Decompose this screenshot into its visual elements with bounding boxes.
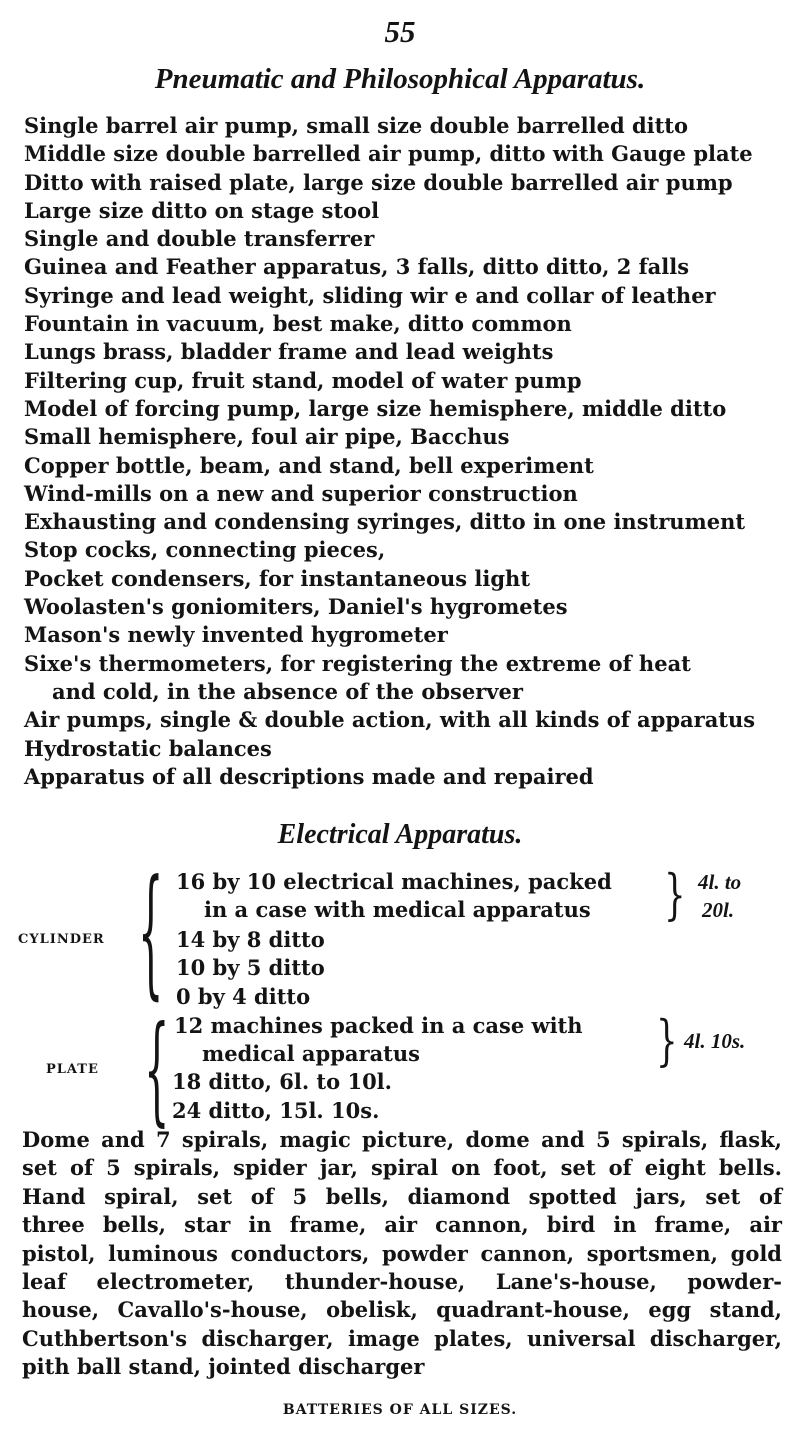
paragraph-line: leaf electrometer, thunder-house, Lane's-house, powder- bbox=[22, 1269, 782, 1295]
list-line: Mason's newly invented hygrometer bbox=[24, 622, 448, 648]
list-line: Middle size double barrelled air pump, ditto with Gauge plate bbox=[24, 141, 753, 167]
plate-line: 18 ditto, 6l. to 10l. bbox=[172, 1069, 392, 1094]
list-line: Exhausting and condensing syringes, ditto in one instrument bbox=[24, 509, 746, 535]
pneumatic-apparatus-list bbox=[0, 112, 800, 791]
paragraph-line: Cuthbertson's discharger, image plates, universal discharger, bbox=[22, 1325, 782, 1351]
paragraph-line: pith ball stand, jointed discharger bbox=[22, 1354, 425, 1380]
plate-line: medical apparatus bbox=[202, 1041, 420, 1066]
cylinder-brace: { bbox=[138, 853, 164, 1015]
paragraph-line: house, Cavallo's-house, obelisk, quadrant-house, egg stand, bbox=[22, 1297, 782, 1323]
cylinder-price-from: 4l. to bbox=[698, 870, 742, 894]
list-line: Stop cocks, connecting pieces, bbox=[24, 537, 386, 563]
list-line: Single and double transferrer bbox=[24, 226, 375, 252]
cylinder-line: in a case with medical apparatus bbox=[204, 897, 591, 922]
list-line: Apparatus of all descriptions made and repaired bbox=[24, 763, 594, 789]
list-line: Model of forcing pump, large size hemisphere, middle ditto bbox=[24, 395, 727, 421]
cylinder-line: 16 by 10 electrical machines, packed bbox=[176, 869, 612, 894]
paragraph-line: three bells, star in frame, air cannon, bird in frame, air bbox=[22, 1212, 782, 1238]
plate-label: PLATE bbox=[46, 1062, 99, 1077]
list-line: Air pumps, single & double action, with all kinds of apparatus bbox=[24, 707, 756, 733]
list-line: Fountain in vacuum, best make, ditto common bbox=[24, 311, 572, 337]
list-line: Wind-mills on a new and superior construction bbox=[24, 480, 578, 506]
cylinder-line: 0 by 4 ditto bbox=[176, 984, 311, 1009]
cylinder-price-to: 20l. bbox=[702, 898, 735, 922]
plate-line: 12 machines packed in a case with bbox=[174, 1013, 583, 1038]
paragraph-line: pistol, luminous conductors, powder cannon, sportsmen, gold bbox=[22, 1240, 782, 1266]
list-line-continuation: and cold, in the absence of the observer bbox=[52, 678, 523, 704]
paragraph-line: set of 5 spirals, spider jar, spiral on foot, set of eight bells. bbox=[22, 1155, 782, 1181]
paragraph-line: Hand spiral, set of 5 bells, diamond spotted jars, set of bbox=[22, 1183, 782, 1209]
list-line: Single barrel air pump, small size double barrelled ditto bbox=[24, 113, 689, 138]
paragraph-line: Dome and 7 spirals, magic picture, dome and 5 spirals, flask, bbox=[22, 1127, 782, 1152]
pneumatic-section-title: Pneumatic and Philosophical Apparatus. bbox=[154, 63, 646, 95]
cylinder-label: CYLINDER bbox=[18, 932, 105, 947]
plate-line: 24 ditto, 15l. 10s. bbox=[172, 1098, 380, 1123]
cylinder-price-brace: } bbox=[664, 863, 686, 928]
plate-price-brace: } bbox=[656, 1009, 678, 1074]
plate-price: 4l. 10s. bbox=[684, 1029, 746, 1053]
plate-brace: { bbox=[144, 1003, 170, 1139]
list-line: Guinea and Feather apparatus, 3 falls, ditto ditto, 2 falls bbox=[24, 254, 690, 280]
cylinder-line: 14 by 8 ditto bbox=[176, 927, 325, 952]
list-line: Large size ditto on stage stool bbox=[24, 197, 380, 223]
list-line: Sixe's thermometers, for registering the extreme of heat bbox=[24, 650, 691, 676]
list-line: Filtering cup, fruit stand, model of water pump bbox=[24, 367, 582, 393]
electrical-section-title: Electrical Apparatus. bbox=[277, 819, 523, 850]
list-line: Syringe and lead weight, sliding wir e and collar of leather bbox=[24, 282, 716, 308]
page-number: 55 bbox=[384, 14, 416, 49]
list-line: Hydrostatic balances bbox=[24, 735, 272, 761]
list-line: Pocket condensers, for instantaneous light bbox=[24, 565, 531, 591]
cylinder-line: 10 by 5 ditto bbox=[176, 955, 325, 980]
footer-catchline: BATTERIES OF ALL SIZES. bbox=[282, 1402, 518, 1418]
list-line: Small hemisphere, foul air pipe, Bacchus bbox=[24, 424, 510, 450]
electrical-accessories-paragraph bbox=[22, 1126, 782, 1382]
list-line: Ditto with raised plate, large size double barrelled air pump bbox=[24, 169, 733, 195]
list-line: Copper bottle, beam, and stand, bell experiment bbox=[24, 452, 594, 478]
list-line: Lungs brass, bladder frame and lead weights bbox=[24, 339, 554, 365]
list-line: Woolasten's goniomiters, Daniel's hygrometes bbox=[24, 594, 568, 620]
